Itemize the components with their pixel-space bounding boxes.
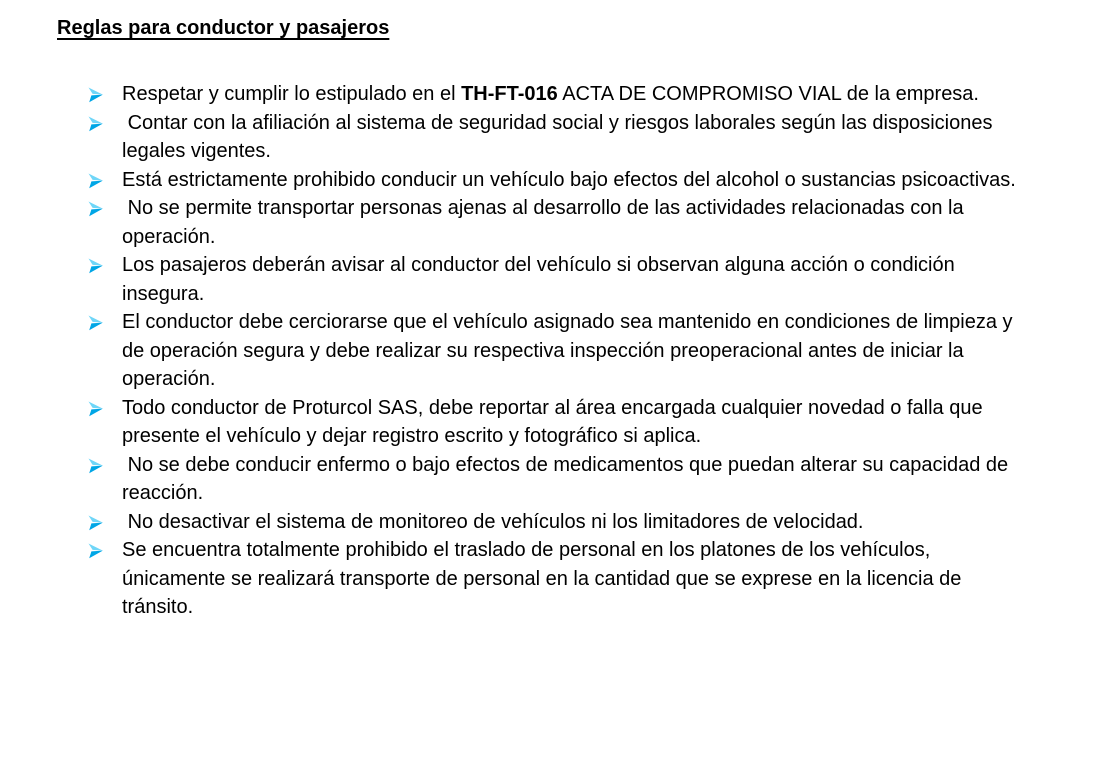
rule-item xyxy=(88,536,1112,622)
rule-text xyxy=(122,80,1018,109)
rule-text xyxy=(122,308,1018,394)
arrow-bullet-icon xyxy=(88,251,122,274)
rule-text xyxy=(122,451,1018,508)
rule-text-segment: Todo conductor de Proturcol SAS, debe reportar al área encargada cualquier novedad o falla que presente el vehículo y dejar registro escrito y fotográfico si aplica. xyxy=(122,396,989,447)
rule-text-segment: Contar con la afiliación al sistema de seguridad social y riesgos laborales según las disposiciones legales vigentes. xyxy=(122,111,999,162)
rule-text-segment: No se debe conducir enfermo o bajo efectos de medicamentos que puedan alterar su capacidad de reacción. xyxy=(122,453,1014,504)
arrow-bullet-icon xyxy=(88,166,122,189)
rule-text xyxy=(122,508,1018,537)
arrow-bullet-icon xyxy=(88,80,122,103)
rule-text xyxy=(122,109,1018,166)
rule-item xyxy=(88,451,1112,508)
rule-text-segment: Los pasajeros deberán avisar al conductor del vehículo si observan alguna acción o condición insegura. xyxy=(122,254,961,305)
rule-text xyxy=(122,536,1018,622)
rule-text xyxy=(122,394,1018,451)
arrow-bullet-icon xyxy=(88,194,122,217)
rule-item xyxy=(88,508,1112,537)
rule-text-segment: No desactivar el sistema de monitoreo de vehículos ni los limitadores de velocidad. xyxy=(122,510,864,533)
arrow-bullet-icon xyxy=(88,109,122,132)
rule-item xyxy=(88,251,1112,308)
rule-text-segment: El conductor debe cerciorarse que el vehículo asignado sea mantenido en condiciones de limpieza y de operación segura y debe realizar su respectiva inspección preoperacional antes de iniciar la operación. xyxy=(122,311,1019,390)
rule-text xyxy=(122,194,1018,251)
rule-item xyxy=(88,166,1112,195)
rule-text-segment: ACTA DE COMPROMISO VIAL de la empresa. xyxy=(557,83,979,105)
rule-text-segment: Está estrictamente prohibido conducir un vehículo bajo efectos del alcohol o sustancias psicoactivas. xyxy=(122,168,1016,191)
arrow-bullet-icon xyxy=(88,508,122,531)
rule-text-segment: Respetar y cumplir lo estipulado en el xyxy=(122,83,462,105)
rule-text xyxy=(122,166,1018,195)
rule-item xyxy=(88,308,1112,394)
rule-item xyxy=(88,109,1112,166)
rule-item xyxy=(88,394,1112,451)
rule-item xyxy=(88,80,1112,109)
arrow-bullet-icon xyxy=(88,451,122,474)
rule-item xyxy=(88,194,1112,251)
arrow-bullet-icon xyxy=(88,308,122,331)
rule-text-segment: Se encuentra totalmente prohibido el traslado de personal en los platones de los vehículos, únicamente se realizará transporte de personal en la cantidad que se exprese en la licencia de tránsito. xyxy=(122,539,967,618)
section-title: Reglas para conductor y pasajeros xyxy=(57,17,390,39)
arrow-bullet-icon xyxy=(88,536,122,559)
rule-text-segment: No se permite transportar personas ajenas al desarrollo de las actividades relacionadas con la operación. xyxy=(122,197,970,248)
rule-text xyxy=(122,251,1018,308)
rules-list xyxy=(88,80,1112,622)
arrow-bullet-icon xyxy=(88,394,122,417)
rule-text-bold-segment: TH-FT-016 xyxy=(461,83,558,105)
